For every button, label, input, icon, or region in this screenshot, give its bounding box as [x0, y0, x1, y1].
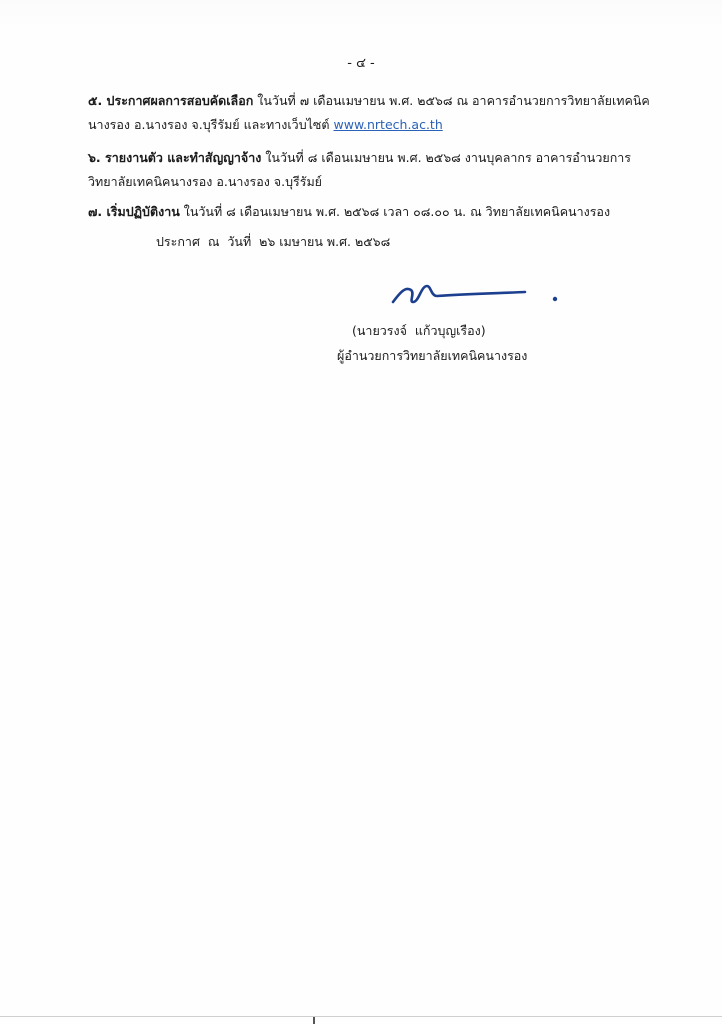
item-6-heading: ๖. รายงานตัว และทำสัญญาจ้าง: [88, 150, 262, 165]
item-5-heading: ๕. ประกาศผลการสอบคัดเลือก: [88, 93, 254, 108]
announcement-date: ประกาศ ณ วันที่ ๒๖ เมษายน พ.ศ. ๒๕๖๘: [156, 234, 391, 249]
page-number: - ๔ -: [347, 56, 375, 71]
signer-name: (นายวรงจ์ แก้วบุญเรือง): [352, 323, 486, 338]
signer-title: ผู้อำนวยการวิทยาลัยเทคนิคนางรอง: [337, 348, 528, 363]
scan-shadow: [0, 0, 722, 30]
item-5-text: ในวันที่ ๗ เดือนเมษายน พ.ศ. ๒๕๖๘ ณ อาคารอำนวยการวิทยาลัยเทคนิค: [253, 93, 650, 108]
scan-bottom-mark: [313, 1017, 315, 1024]
website-link[interactable]: www.nrtech.ac.th: [333, 117, 443, 132]
item-5-text-line2: นางรอง อ.นางรอง จ.บุรีรัมย์ และทางเว็บไซต์: [88, 117, 334, 132]
handwritten-signature: [385, 272, 575, 312]
item-6-text: ในวันที่ ๘ เดือนเมษายน พ.ศ. ๒๕๖๘ งานบุคลากร อาคารอำนวยการ: [261, 150, 631, 165]
item-7-start-work: [88, 200, 648, 224]
item-5-announcement-results: [88, 89, 648, 137]
item-6-text-line2: วิทยาลัยเทคนิคนางรอง อ.นางรอง จ.บุรีรัมย์: [88, 174, 323, 189]
item-7-text: ในวันที่ ๘ เดือนเมษายน พ.ศ. ๒๕๖๘ เวลา ๐๘.๐๐ น. ณ วิทยาลัยเทคนิคนางรอง: [179, 204, 611, 219]
item-7-heading: ๗. เริ่มปฏิบัติงาน: [88, 204, 180, 219]
scan-bottom-edge: [0, 1016, 722, 1017]
item-6-report-contract: [88, 146, 648, 194]
